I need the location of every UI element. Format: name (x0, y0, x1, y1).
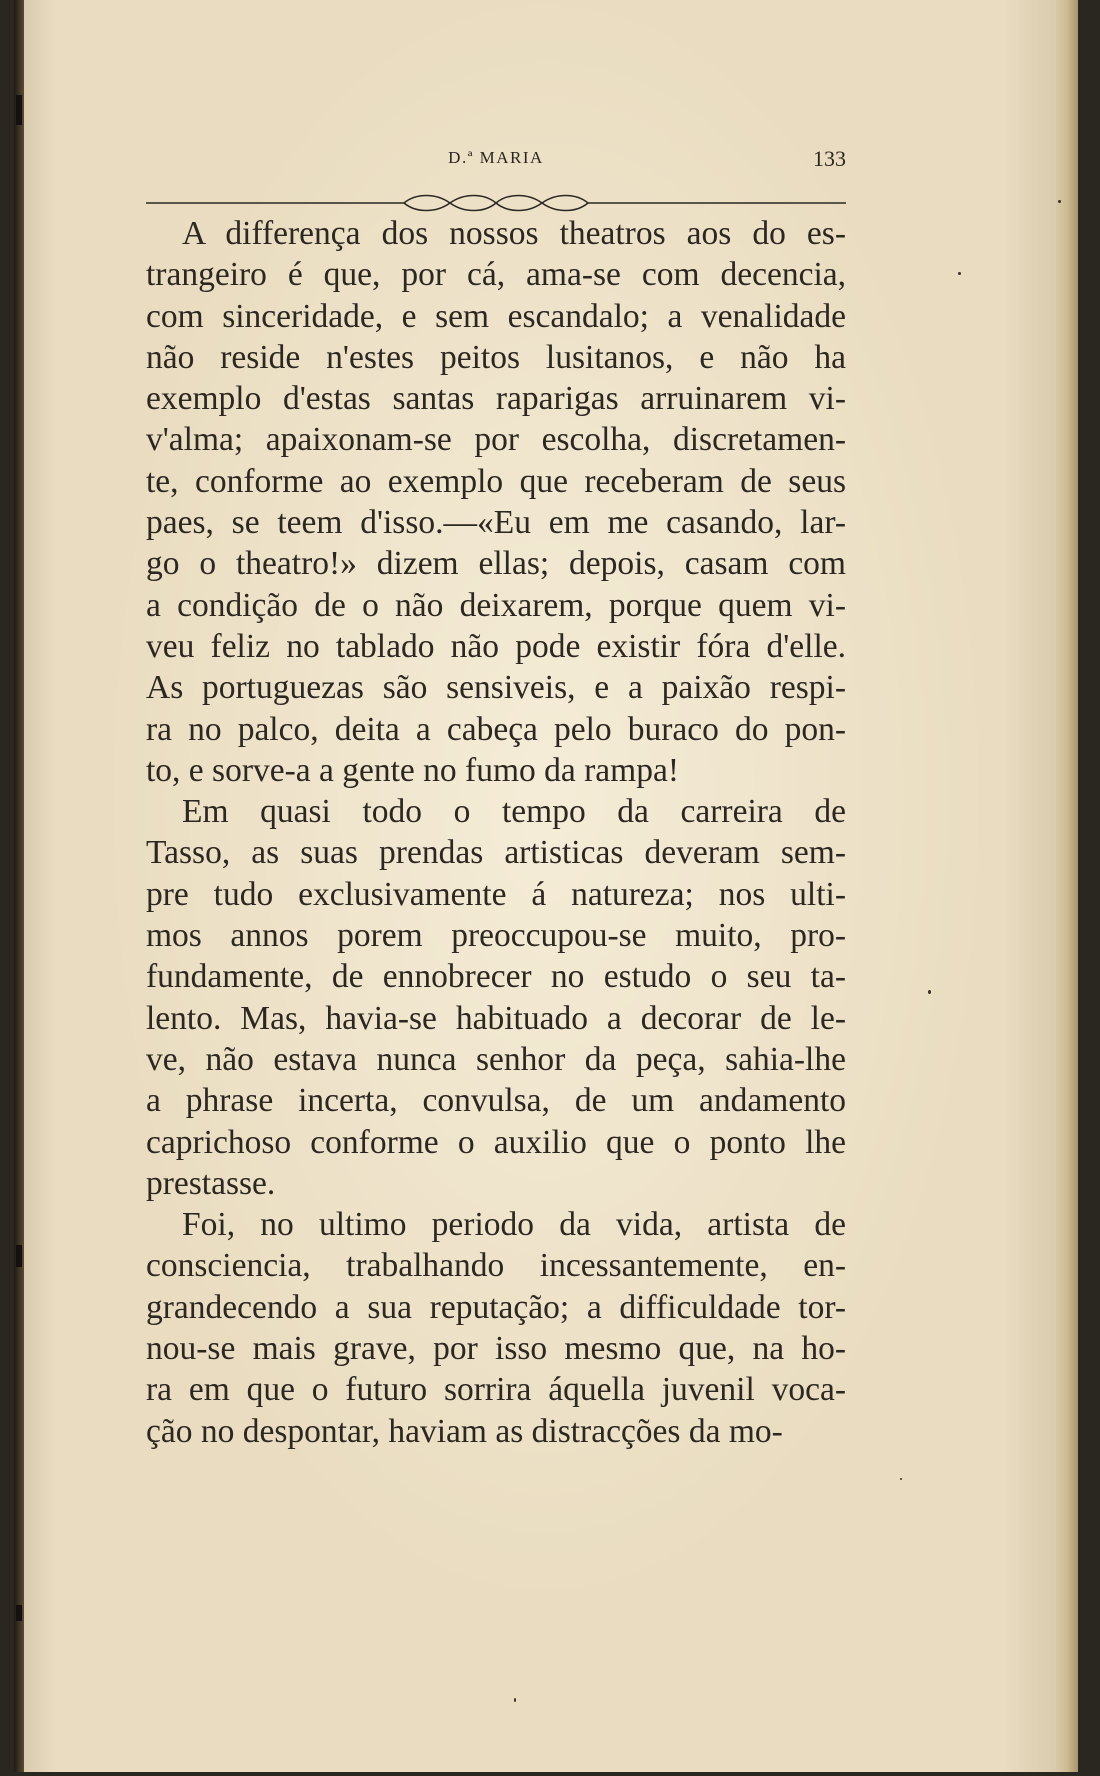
binding-mark (16, 1605, 22, 1621)
binding-mark (16, 1245, 22, 1267)
text-line: v'alma; apaixonam-se por escolha, discretamen- (146, 421, 846, 459)
running-title: D.ª MARIA (448, 148, 544, 167)
page-edge (1056, 0, 1078, 1772)
text-line: com sinceridade, e sem escandalo; a venalidade (146, 297, 846, 335)
text-line: pre tudo exclusivamente á natureza; nos ulti- (146, 875, 846, 913)
paragraph (146, 791, 846, 1204)
text-line: mos annos porem preoccupou-se muito, pro- (146, 917, 846, 955)
text-line: As portuguezas são sensiveis, e a paixão respi- (146, 669, 846, 707)
text-line: a condição de o não deixarem, porque quem vi- (146, 586, 846, 624)
text-line: A differença dos nossos theatros aos do es- (182, 215, 846, 252)
text-line: não reside n'estes peitos lusitanos, e não ha (146, 338, 846, 376)
text-line: paes, se teem d'isso.—«Eu em me casando, lar- (146, 504, 846, 542)
text-line: prestasse. (146, 1164, 276, 1202)
text-line: Em quasi todo o tempo da carreira de (182, 793, 846, 831)
text-line: ção no despontar, haviam as distracções da mo- (146, 1412, 783, 1450)
text-line: Foi, no ultimo periodo da vida, artista de (182, 1206, 846, 1244)
text-line: to, e sorve-a a gente no fumo da rampa! (146, 751, 679, 789)
text-line: go o theatro!» dizem ellas; depois, casam com (146, 545, 846, 583)
text-line: ra no palco, deita a cabeça pelo buraco do pon- (146, 710, 846, 748)
text-line: te, conforme ao exemplo que receberam de seus (146, 462, 846, 500)
text-line: exemplo d'estas santas raparigas arruinarem vi- (146, 380, 846, 418)
text-line: grandecendo a sua reputação; a difficuldade tor- (146, 1288, 846, 1326)
page-gutter (14, 0, 24, 1772)
text-line: consciencia, trabalhando incessantemente, en- (146, 1247, 846, 1285)
binding-mark (16, 95, 22, 125)
body-text (146, 213, 846, 1452)
page-number: 133 (813, 146, 846, 171)
text-line: lento. Mas, havia-se habituado a decorar de le- (146, 999, 846, 1037)
text-line: trangeiro é que, por cá, ama-se com decencia, (146, 256, 846, 294)
text-line: nou-se mais grave, por isso mesmo que, na ho- (146, 1330, 846, 1368)
running-header (146, 148, 846, 178)
paragraph (146, 213, 846, 791)
text-line: Tasso, as suas prendas artisticas deveram sem- (146, 834, 846, 872)
text-line: ra em que o futuro sorrira áquella juvenil voca- (146, 1371, 846, 1409)
text-line: caprichoso conforme o auxilio que o ponto lhe (146, 1123, 846, 1161)
text-line: ve, não estava nunca senhor da peça, sahia-lhe (146, 1040, 846, 1078)
text-line: veu feliz no tablado não pode existir fóra d'elle. (146, 627, 846, 665)
paragraph (146, 1204, 846, 1452)
book-page (14, 0, 1078, 1772)
text-line: a phrase incerta, convulsa, de um andamento (146, 1082, 846, 1120)
text-line: fundamente, de ennobrecer no estudo o seu ta- (146, 958, 846, 996)
